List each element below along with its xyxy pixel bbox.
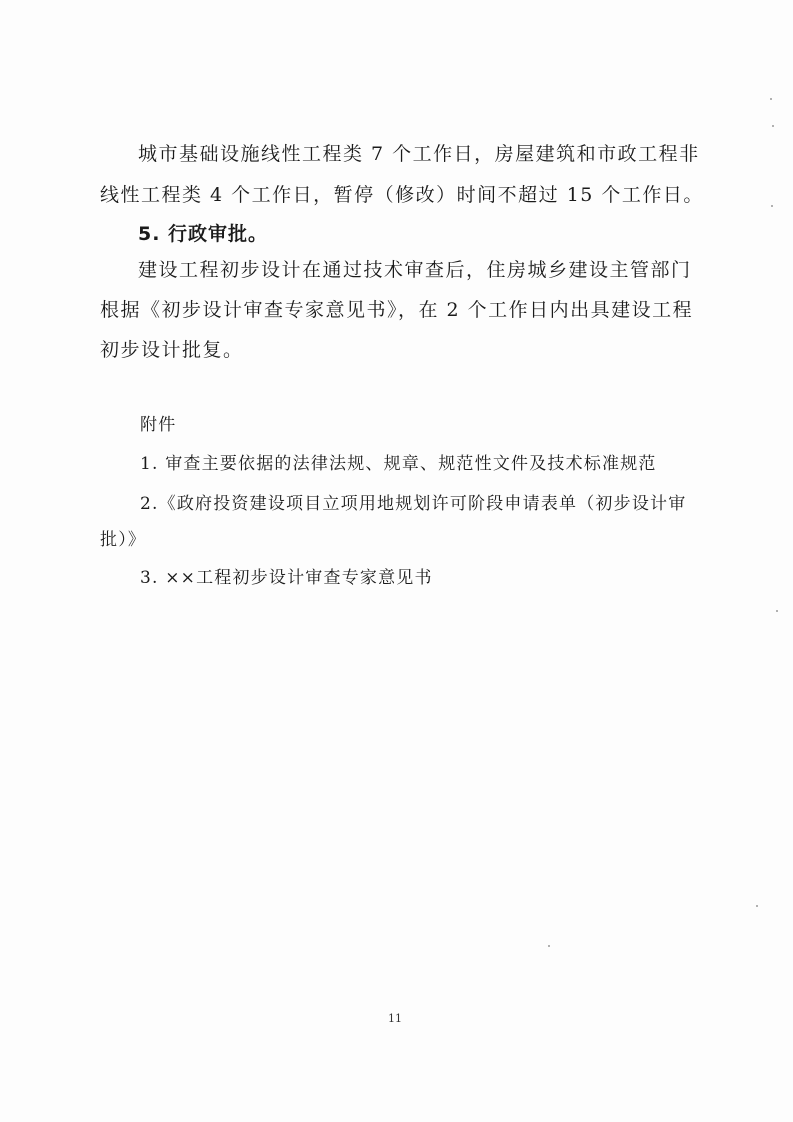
scan-speck (772, 125, 774, 127)
paragraph-2-line-2: 根据《初步设计审查专家意见书》，在 2 个工作日内出具建设工程 (100, 299, 694, 321)
attachment-item-1: 1. 审查主要依据的法律法规、规章、规范性文件及技术标准规范 (140, 454, 657, 474)
scan-speck (770, 98, 772, 100)
attachment-item-2-line-1: 2.《政府投资建设项目立项用地规划许可阶段申请表单（初步设计审 (140, 494, 687, 514)
paragraph-1-line-2: 线性工程类 4 个工作日，暂停（修改）时间不超过 15 个工作日。 (100, 184, 704, 206)
paragraph-2-line-3: 初步设计批复。 (100, 339, 244, 361)
scan-speck (776, 610, 778, 612)
attachments-label: 附件 (140, 415, 177, 435)
scan-speck (548, 945, 550, 947)
attachment-item-3: 3. ××工程初步设计审查专家意见书 (140, 568, 433, 588)
attachment-item-2-line-2: 批）》 (100, 530, 147, 550)
scan-speck (756, 905, 758, 907)
paragraph-1-line-1: 城市基础设施线性工程类 7 个工作日，房屋建筑和市政工程非 (138, 143, 700, 165)
scan-speck (771, 205, 773, 207)
paragraph-2-line-1: 建设工程初步设计在通过技术审查后，住房城乡建设主管部门 (138, 259, 692, 281)
page-number: 11 (388, 1012, 402, 1025)
section-heading-5: 5. 行政审批。 (138, 223, 269, 245)
